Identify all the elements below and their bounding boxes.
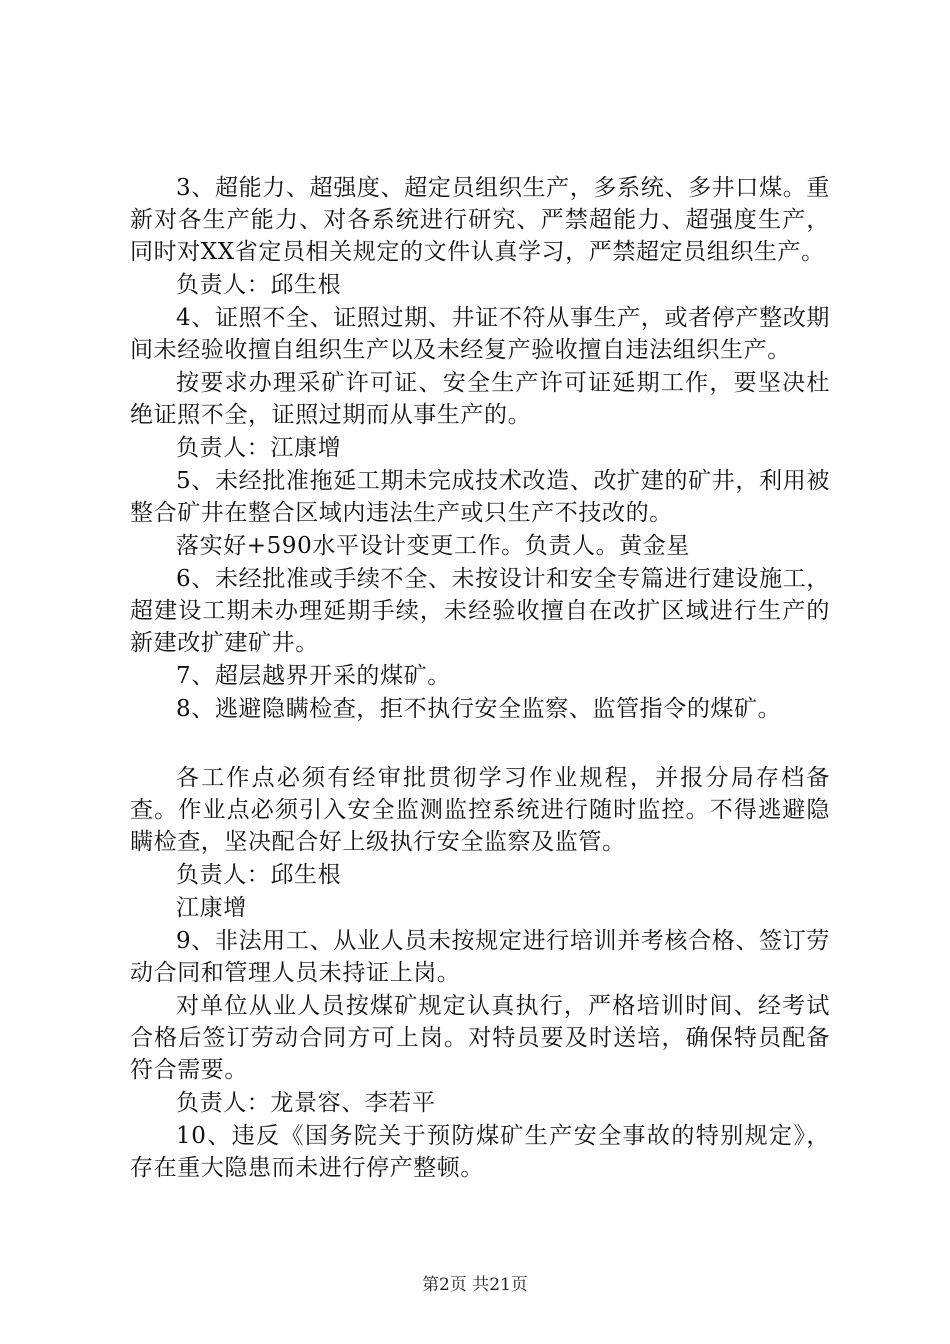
paragraph-measure: 对单位从业人员按煤矿规定认真执行，严格培训时间、经考试合格后签订劳动合同方可上岗。对特员要及时送培，确保特员配备符合需要。 (130, 993, 830, 1083)
paragraph-item-8: 8、逃避隐瞒检查，拒不执行安全监察、监管指令的煤矿。 (176, 696, 782, 722)
responsible-person-line: 负责人：邱生根 (176, 272, 342, 298)
responsible-person-line: 负责人：龙景容、李若平 (176, 1090, 436, 1116)
paragraph-measure: 各工作点必须有经审批贯彻学习作业规程，并报分局存档备查。作业点必须引入安全监测监控系统进行随时监控。不得逃避隐瞒检查，坚决配合好上级执行安全监察及监管。 (130, 765, 830, 855)
responsible-person-line: 江康增 (176, 895, 247, 921)
responsible-person-line: 负责人：江康增 (176, 435, 342, 461)
document-body (130, 172, 830, 1185)
page-number-footer: 第2页 共21页 (422, 1275, 528, 1295)
responsible-person-line: 负责人：邱生根 (176, 862, 342, 888)
paragraph-spacer (130, 726, 830, 762)
paragraph-item-9: 9、非法用工、从业人员未按规定进行培训并考核合格、签订劳动合同和管理人员未持证上岗。 (130, 928, 830, 986)
paragraph-item-3: 3、超能力、超强度、超定员组织生产，多系统、多井口煤。重新对各生产能力、对各系统进行研究、严禁超能力、超强度生产，同时对XX省定员相关规定的文件认真学习，严禁超定员组织生产。 (130, 175, 830, 265)
paragraph-item-7: 7、超层越界开采的煤矿。 (176, 663, 451, 689)
paragraph-item-6: 6、未经批准或手续不全、未按设计和安全专篇进行建设施工，超建设工期未办理延期手续，未经验收擅自在改扩区域进行生产的新建改扩建矿井。 (130, 566, 830, 656)
paragraph-item-4: 4、证照不全、证照过期、井证不符从事生产，或者停产整改期间未经验收擅自组织生产以及未经复产验收擅自违法组织生产。 (130, 305, 830, 363)
paragraph-item-5: 5、未经批准拖延工期未完成技术改造、改扩建的矿井，利用被整合矿井在整合区域内违法生产或只生产不技改的。 (130, 468, 830, 526)
paragraph-measure: 落实好+590水平设计变更工作。负责人。黄金星 (176, 533, 690, 559)
paragraph-item-10: 10、违反《国务院关于预防煤矿生产安全事故的特别规定》，存在重大隐患而未进行停产整顿。 (130, 1123, 830, 1181)
paragraph-measure: 按要求办理采矿许可证、安全生产许可证延期工作，要坚决杜绝证照不全，证照过期而从事生产的。 (130, 370, 830, 428)
